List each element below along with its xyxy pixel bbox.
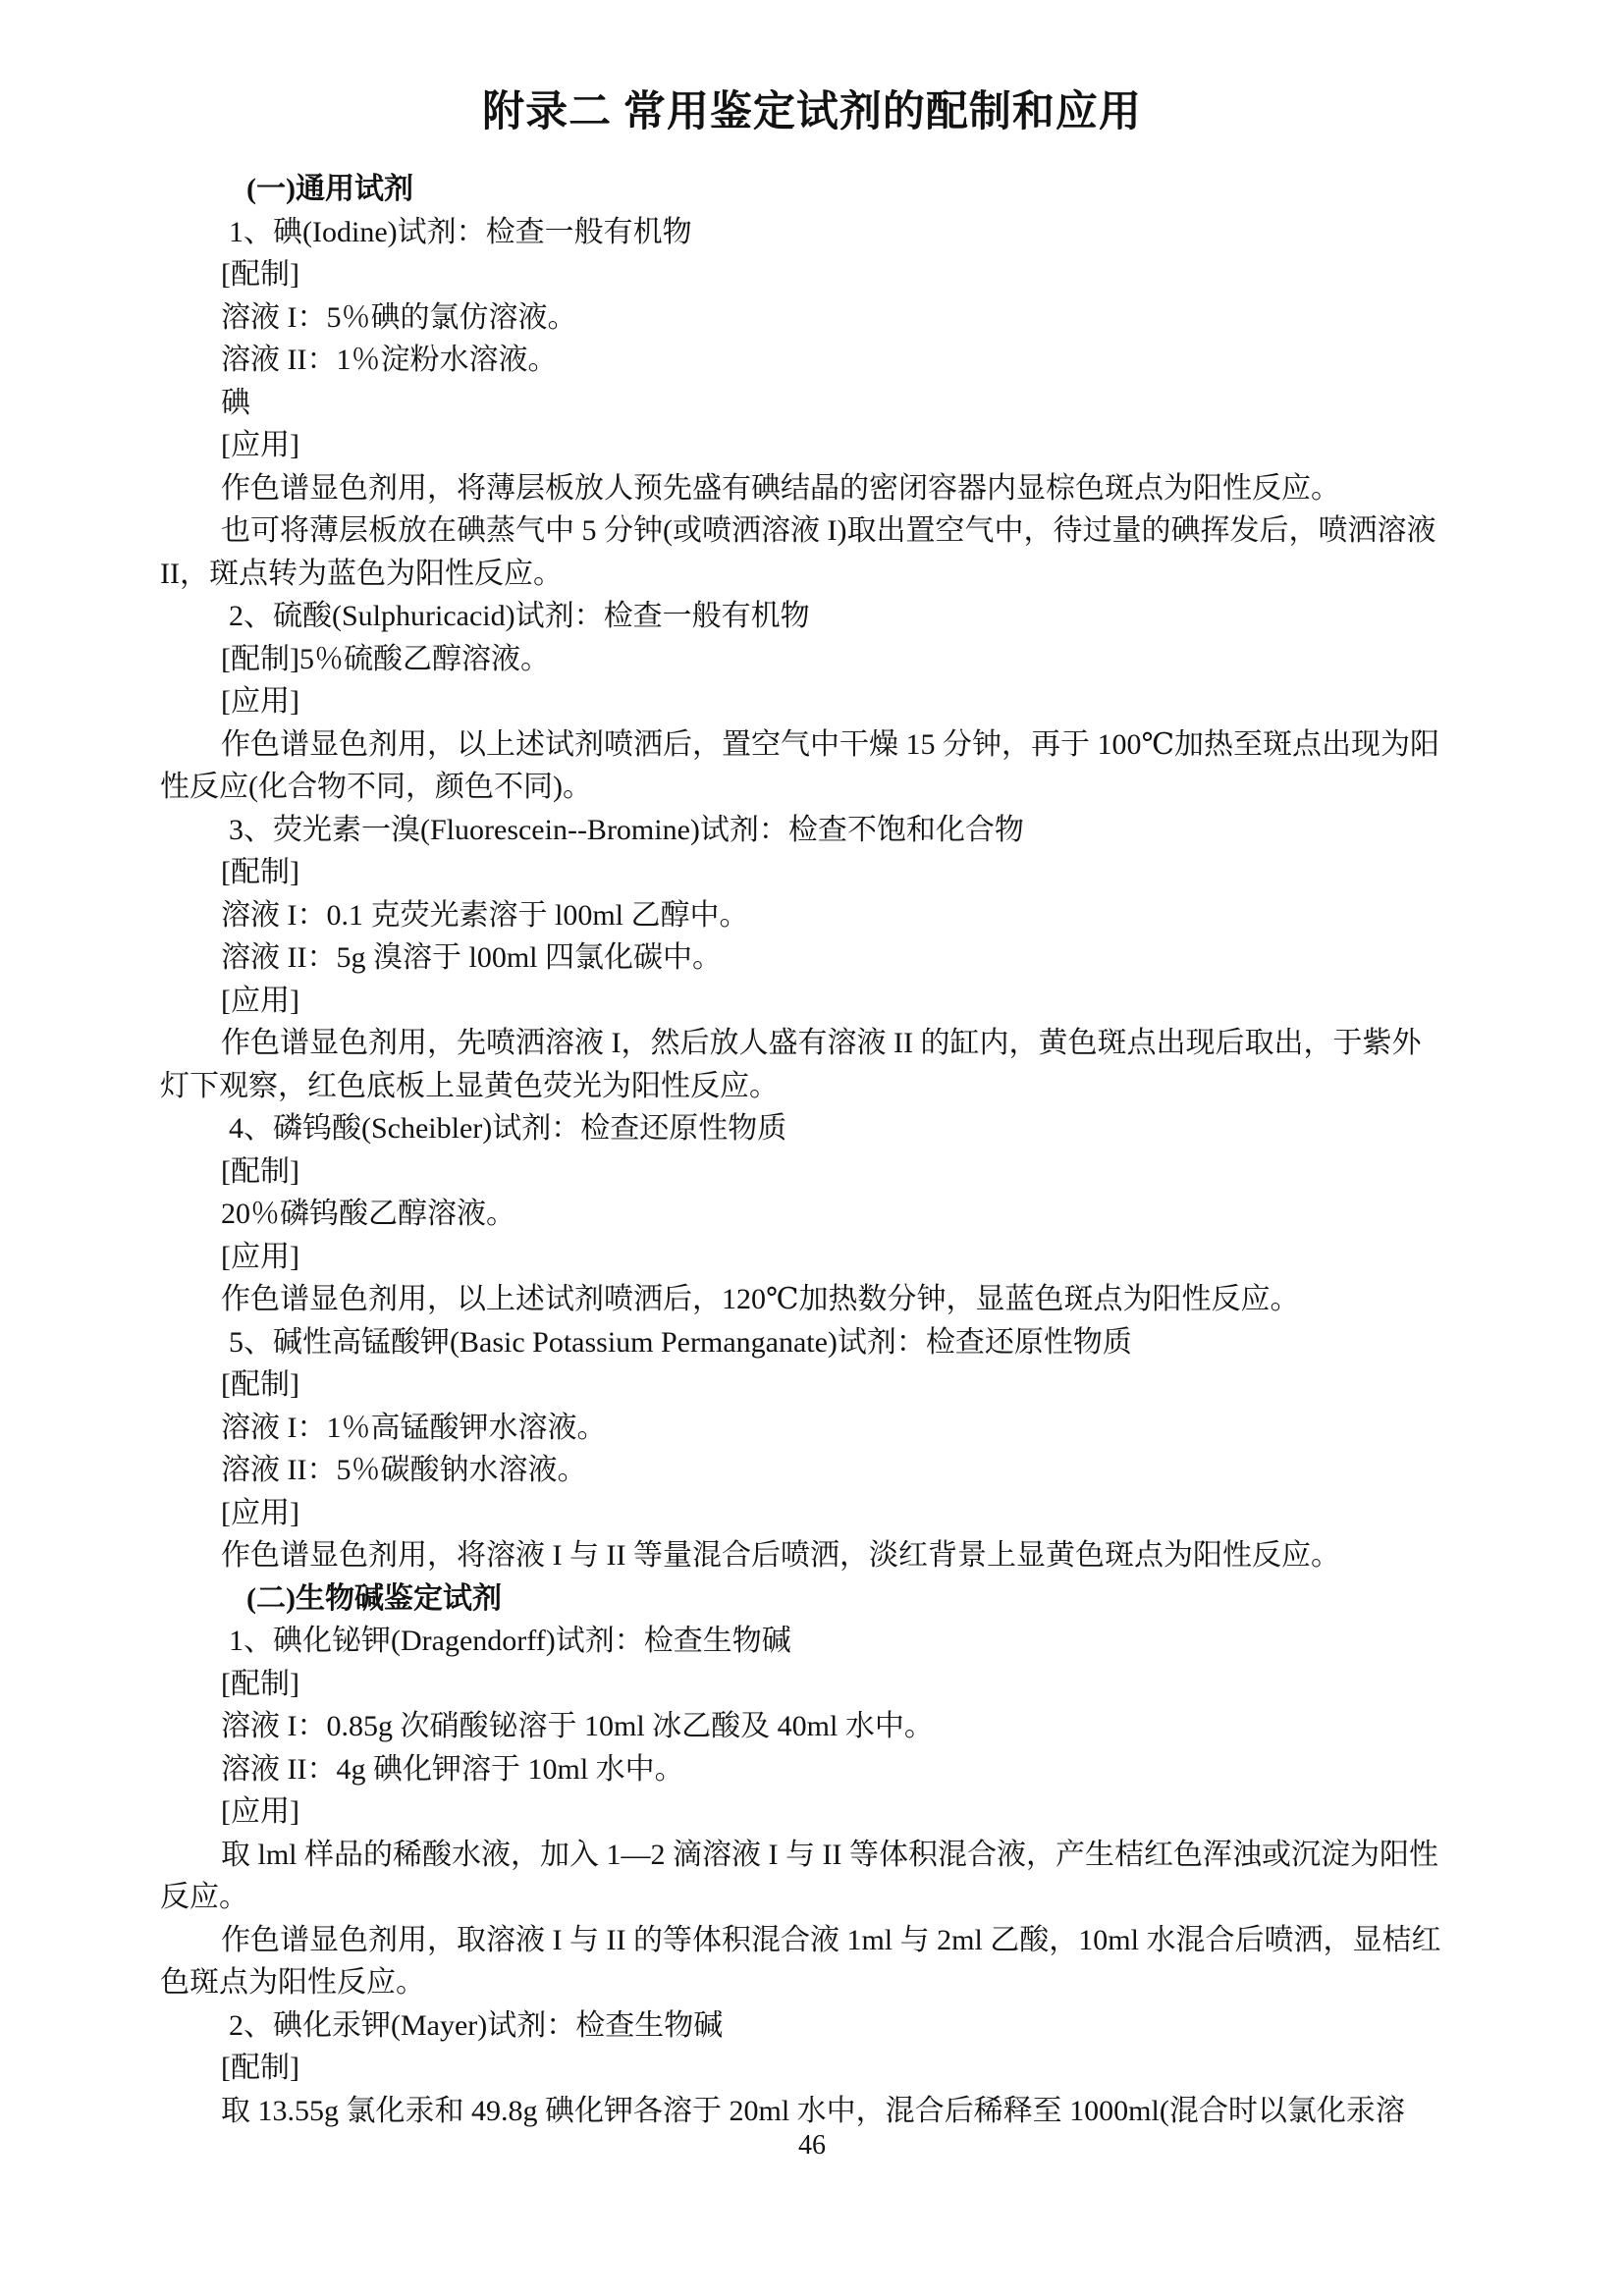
document-line: 作色谱显色剂用，取溶液 I 与 II 的等体积混合液 1ml 与 2ml 乙酸，10ml 水混合后喷洒，显桔红 [221, 1923, 1441, 1956]
document-line: 5、碱性高锰酸钾(Basic Potassium Permanganate)试剂：检查还原性物质 [229, 1325, 1132, 1359]
document-line: 溶液 II：5％碳酸钠水溶液。 [221, 1454, 587, 1486]
document-line: 色斑点为阳性反应。 [160, 1966, 425, 1999]
document-line: 溶液 I：1％高锰酸钾水溶液。 [221, 1411, 607, 1444]
document-line: 溶液 I：0.1 克荧光素溶于 l00ml 乙醇中。 [221, 898, 749, 932]
document-line: 性反应(化合物不同，颜色不同)。 [160, 771, 592, 803]
document-line: II，斑点转为蓝色为阳性反应。 [160, 557, 563, 590]
document-line: [应用] [221, 1795, 299, 1828]
document-line: 4、磷钨酸(Scheibler)试剂：检查还原性物质 [229, 1112, 787, 1145]
document-line: [应用] [221, 685, 299, 718]
document-line: 取 lml 样品的稀酸水液，加入 1—2 滴溶液 I 与 II 等体积混合液，产生桔红色浑浊或沉淀为阳性 [221, 1838, 1438, 1871]
document-line: [应用] [221, 1240, 299, 1273]
document-line: [配制] [221, 856, 299, 888]
document-line: 1、碘(Iodine)试剂：检查一般有机物 [229, 215, 692, 248]
page-title: 附录二 常用鉴定试剂的配制和应用 [482, 89, 1142, 135]
document-line: [应用] [221, 984, 299, 1017]
document-line: 1、碘化铋钾(Dragendorff)试剂：检查生物碱 [229, 1625, 791, 1657]
document-line: 作色谱显色剂用，将薄层板放人预先盛有碘结晶的密闭容器内显棕色斑点为阳性反应。 [221, 471, 1340, 505]
document-line: [配制] [221, 1667, 299, 1700]
document-line: 溶液 II：4g 碘化钾溶于 10ml 水中。 [221, 1752, 684, 1786]
document-line: [配制]5％硫酸乙醇溶液。 [221, 642, 550, 675]
document-line: 作色谱显色剂用，将溶液 I 与 II 等量混合后喷洒，淡红背景上显黄色斑点为阳性反应。 [221, 1539, 1340, 1572]
document-line: 灯下观察，红色底板上显黄色荧光为阳性反应。 [160, 1069, 779, 1102]
document-line: [配制] [221, 1368, 299, 1401]
document-line: [配制] [221, 2052, 299, 2084]
section-heading: (一)通用试剂 [246, 173, 413, 205]
document-line: 作色谱显色剂用，以上述试剂喷洒后，120℃加热数分钟，显蓝色斑点为阳性反应。 [221, 1283, 1300, 1315]
document-line: [应用] [221, 429, 299, 461]
document-line: [配制] [221, 258, 299, 291]
document-line: 溶液 I：0.85g 次硝酸铋溶于 10ml 冰乙酸及 40ml 水中。 [221, 1710, 934, 1742]
document-line: 反应。 [160, 1881, 248, 1913]
document-line: 2、碘化汞钾(Mayer)试剂：检查生物碱 [229, 2008, 724, 2042]
document-line: [配制] [221, 1154, 299, 1188]
document-line: 2、硫酸(Sulphuricacid)试剂：检查一般有机物 [229, 600, 810, 632]
document-line: 作色谱显色剂用，先喷洒溶液 I，然后放人盛有溶液 II 的缸内，黄色斑点出现后取出，于紫外 [221, 1027, 1422, 1059]
document-line: 取 13.55g 氯化汞和 49.8g 碘化钾各溶于 20ml 水中，混合后稀释至 1000ml(混合时以氯化汞溶 [221, 2094, 1405, 2127]
document-body [160, 168, 1506, 2132]
document-line: 溶液 I：5％碘的氯仿溶液。 [221, 300, 577, 334]
document-line: 3、荧光素一溴(Fluorescein--Bromine)试剂：检查不饱和化合物 [229, 813, 1024, 846]
document-line: 溶液 II：1％淀粉水溶液。 [221, 344, 558, 376]
document-line: 20％磷钨酸乙醇溶液。 [221, 1198, 515, 1230]
document-line: 碘 [221, 386, 250, 419]
document-line: 溶液 II：5g 溴溶于 l00ml 四氯化碳中。 [221, 941, 722, 974]
document-line: [应用] [221, 1496, 299, 1529]
document-line: 作色谱显色剂用，以上述试剂喷洒后，置空气中干燥 15 分钟，再于 100℃加热至斑点出现为阳 [221, 727, 1440, 761]
document-line: 也可将薄层板放在碘蒸气中 5 分钟(或喷洒溶液 I)取出置空气中，待过量的碘挥发后，喷洒溶液 [221, 514, 1436, 547]
section-heading: (二)生物碱鉴定试剂 [246, 1581, 502, 1615]
page-number: 46 [798, 2130, 826, 2161]
